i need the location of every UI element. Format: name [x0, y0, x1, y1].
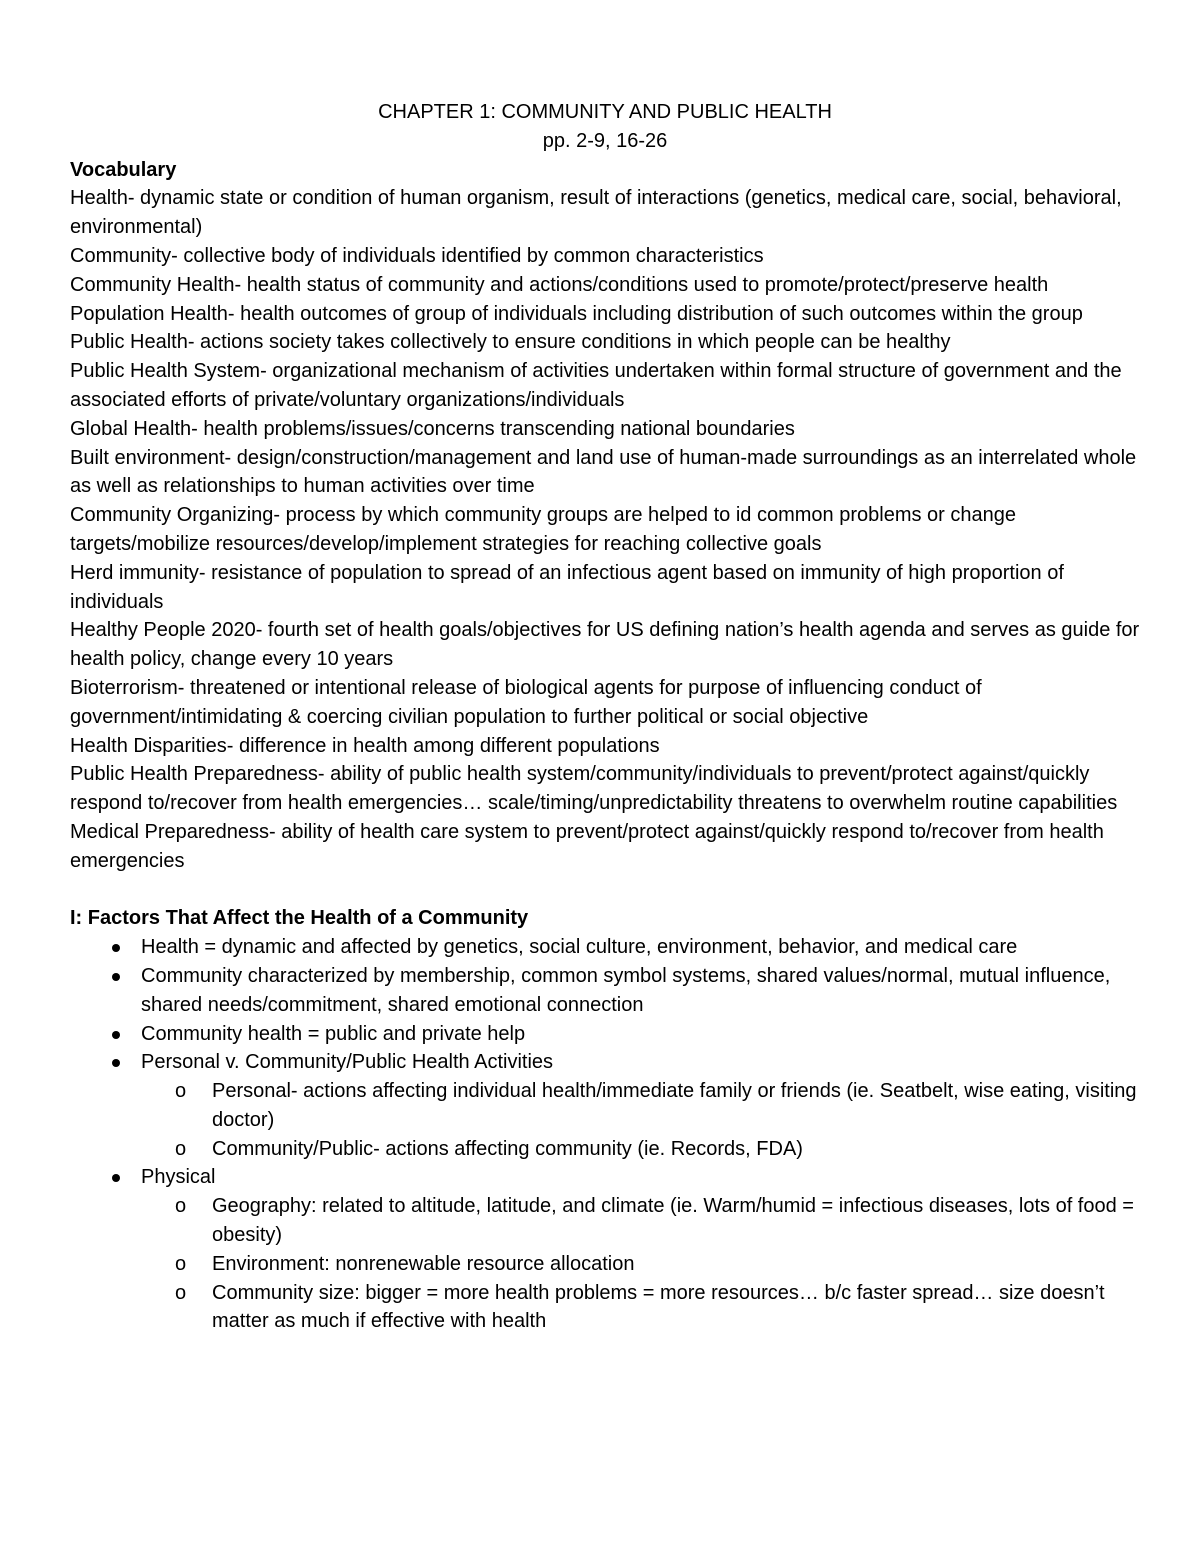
list-item — [70, 1020, 1140, 1049]
sub-list-item — [141, 1077, 1140, 1135]
bullet-icon — [112, 1174, 120, 1182]
sub-list-item — [141, 1192, 1140, 1250]
vocab-entry-built-environment: Built environment- design/construction/management and land use of human-made surroundings as an interrelated whole as well as relationships to human activities over time — [70, 446, 1137, 498]
list-item — [70, 933, 1140, 962]
circle-bullet-icon: o — [175, 1281, 187, 1304]
vocabulary-list — [70, 184, 1140, 875]
vocab-entry-public-health: Public Health- actions society takes collectively to ensure conditions in which people can be healthy — [70, 331, 951, 354]
bullet-icon — [112, 1031, 120, 1039]
vocab-entry-health-disparities: Health Disparities- difference in health among different populations — [70, 734, 660, 757]
sub-list-item-text: Community size: bigger = more health problems = more resources… b/c faster spread… size doesn’t matter as much if effective with health — [212, 1281, 1105, 1333]
sub-list-item-text: Environment: nonrenewable resource allocation — [212, 1252, 635, 1275]
circle-bullet-icon: o — [175, 1252, 187, 1275]
vocab-entry-public-health-preparedness: Public Health Preparedness- ability of public health system/community/individuals to prevent/protect against/quickly respond to/recover from health emergencies… scale/timing/unpredictability threatens to overwhelm routine capabilities — [70, 763, 1118, 815]
vocab-entry-public-health-system: Public Health System- organizational mechanism of activities undertaken within formal structure of government and the associated efforts of private/voluntary organizations/individuals — [70, 360, 1122, 411]
bullet-icon — [112, 973, 120, 981]
vocab-entry-global-health: Global Health- health problems/issues/concerns transcending national boundaries — [70, 417, 795, 440]
list-item — [70, 962, 1140, 1020]
personal-sub-list — [141, 1077, 1140, 1163]
vocab-entry-medical-preparedness: Medical Preparedness- ability of health care system to prevent/protect against/quickly respond to/recover from health emergencies — [70, 820, 1104, 872]
factors-bullet-list — [70, 933, 1140, 1336]
vocab-entry-community-health: Community Health- health status of community and actions/conditions used to promote/protect/preserve health — [70, 273, 1049, 296]
sub-list-item-text: Geography: related to altitude, latitude, and climate (ie. Warm/humid = infectious diseases, lots of food = obesity) — [212, 1195, 1134, 1247]
vocab-entry-population-health: Population Health- health outcomes of group of individuals including distribution of such outcomes within the group — [70, 302, 1083, 325]
vocab-entry-health: Health- dynamic state or condition of human organism, result of interactions (genetics, medical care, social, behavioral, environmental) — [70, 187, 1122, 239]
vocab-entry-healthy-people-2020: Healthy People 2020- fourth set of health goals/objectives for US defining nation’s health agenda and serves as guide for health policy, change every 10 years — [70, 619, 1140, 671]
list-item-text: Physical — [141, 1166, 216, 1189]
sub-list-item — [141, 1135, 1140, 1164]
page-range: pp. 2-9, 16-26 — [542, 129, 668, 152]
sub-list-item-text: Community/Public- actions affecting community (ie. Records, FDA) — [212, 1137, 803, 1160]
list-item-text: Community health = public and private help — [141, 1022, 526, 1045]
vocab-entry-herd-immunity: Herd immunity- resistance of population to spread of an infectious agent based on immunity of high proportion of individuals — [70, 561, 1064, 613]
section-heading: I: Factors That Affect the Health of a Community — [70, 907, 529, 930]
circle-bullet-icon: o — [175, 1195, 187, 1218]
vocab-entry-community-organizing: Community Organizing- process by which community groups are helped to id common problems or change targets/mobilize resources/develop/implement strategies for reaching collective goals — [70, 504, 1016, 555]
list-item-text: Health = dynamic and affected by genetics, social culture, environment, behavior, and medical care — [141, 936, 1018, 959]
vocab-entry-bioterrorism: Bioterrorism- threatened or intentional release of biological agents for purpose of influencing conduct of government/intimidating & coercing civilian population to further political or social objective — [70, 676, 982, 728]
section-spacer — [70, 876, 1140, 905]
list-item — [70, 1163, 1140, 1336]
list-item-text: Community characterized by membership, common symbol systems, shared values/normal, mutual influence, shared needs/commitment, shared emotional connection — [141, 964, 1111, 1016]
document-page — [70, 98, 1140, 1336]
physical-sub-list — [141, 1192, 1140, 1336]
circle-bullet-icon: o — [175, 1080, 187, 1103]
sub-list-item — [141, 1279, 1140, 1337]
vocabulary-heading: Vocabulary — [70, 158, 177, 181]
vocab-entry-community: Community- collective body of individuals identified by common characteristics — [70, 244, 764, 267]
bullet-icon — [112, 1059, 120, 1067]
circle-bullet-icon: o — [175, 1137, 187, 1160]
list-item-text: Personal v. Community/Public Health Activities — [141, 1051, 554, 1074]
page-title: CHAPTER 1: COMMUNITY AND PUBLIC HEALTH — [378, 101, 832, 123]
sub-list-item — [141, 1250, 1140, 1279]
bullet-icon — [112, 944, 120, 952]
sub-list-item-text: Personal- actions affecting individual health/immediate family or friends (ie. Seatbelt, wise eating, visiting doctor) — [212, 1080, 1137, 1131]
list-item — [70, 1048, 1140, 1163]
